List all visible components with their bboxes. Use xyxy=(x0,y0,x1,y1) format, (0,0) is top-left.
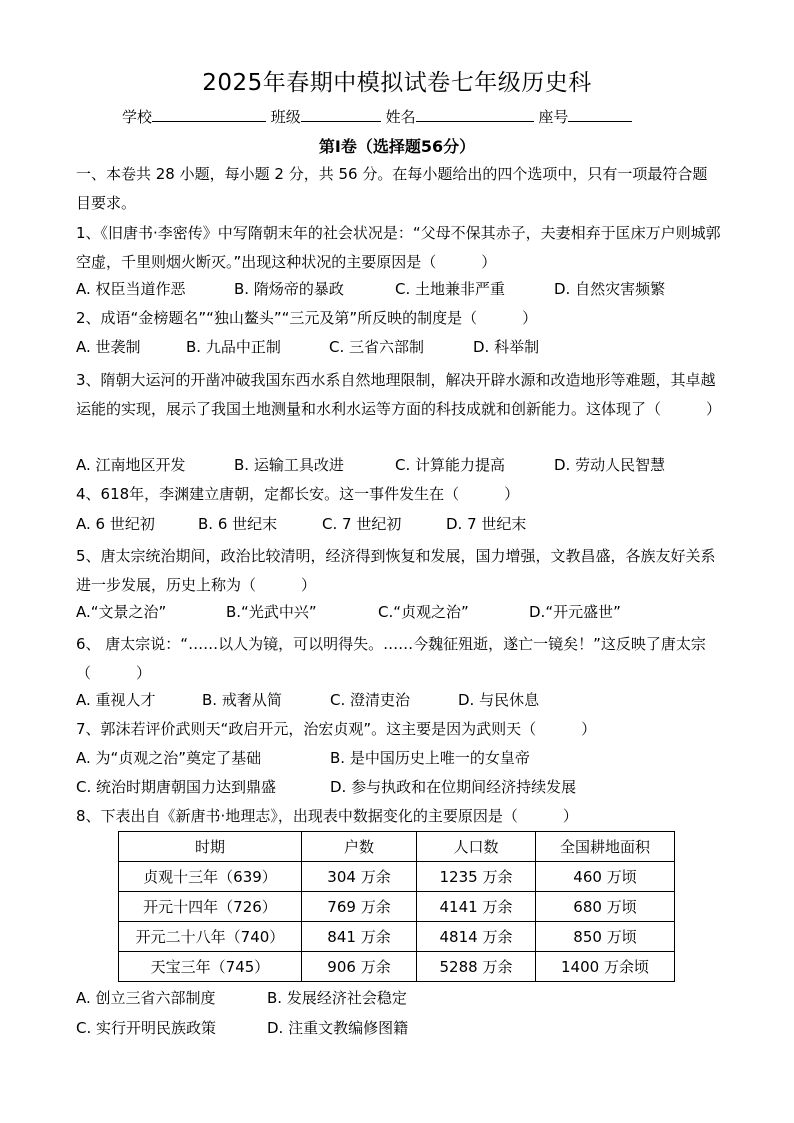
option-d[interactable]: D. 劳动人民智慧 xyxy=(554,456,666,474)
question-5-stem: 5、唐太宗统治期间，政治比较清明，经济得到恢复和发展，国力增强，文教昌盛，各族友好关系进一步发展，历史上称为（ ） xyxy=(76,547,716,594)
cell: 769 万余 xyxy=(302,892,417,922)
table-row xyxy=(119,892,675,922)
option-a[interactable]: A. 重视人才 xyxy=(76,691,156,709)
option-a[interactable]: A. 6 世纪初 xyxy=(76,515,155,533)
cell: 贞观十三年（639） xyxy=(119,862,302,892)
exam-title: 2025年春期中模拟试卷七年级历史科 xyxy=(202,70,592,96)
option-d[interactable]: D. 与民休息 xyxy=(458,691,540,709)
question-8-stem: 8、下表出自《新唐书·地理志》，出现表中数据变化的主要原因是（ ） xyxy=(76,807,578,825)
option-c[interactable]: C. 土地兼非严重 xyxy=(395,280,506,298)
option-a[interactable]: A. 权臣当道作恶 xyxy=(76,280,186,298)
option-a[interactable]: A. 创立三省六部制度 xyxy=(76,989,216,1007)
cell: 460 万顷 xyxy=(536,862,675,892)
question-3-stem: 3、隋朝大运河的开凿冲破我国东西水系自然地理限制，解决开辟水源和改造地形等难题，其卓越运能的实现，展示了我国土地测量和水利水运等方面的科技成就和创新能力。这体现了（ ） xyxy=(76,371,722,418)
section-title: 第Ⅰ卷（选择题56分） xyxy=(318,137,476,156)
table-row xyxy=(119,952,675,982)
option-d[interactable]: D. 注重文教编修图籍 xyxy=(267,1019,409,1037)
option-d[interactable]: D. 科举制 xyxy=(473,338,540,356)
class-blank[interactable] xyxy=(301,107,381,122)
cell: 1400 万余顷 xyxy=(536,952,675,982)
cell: 开元二十八年（740） xyxy=(119,922,302,952)
option-c[interactable]: C. 统治时期唐朝国力达到鼎盛 xyxy=(76,778,277,796)
option-b[interactable]: B. 6 世纪末 xyxy=(198,515,278,533)
seat-blank[interactable] xyxy=(568,107,632,122)
option-b[interactable]: B. 九品中正制 xyxy=(186,338,281,356)
cell: 850 万顷 xyxy=(536,922,675,952)
cell: 841 万余 xyxy=(302,922,417,952)
table-row xyxy=(119,922,675,952)
option-a[interactable]: A. 为“贞观之治”奠定了基础 xyxy=(76,749,262,767)
question-1-options xyxy=(76,278,665,299)
cell: 开元十四年（726） xyxy=(119,892,302,922)
cell: 906 万余 xyxy=(302,952,417,982)
col-farmland: 全国耕地面积 xyxy=(536,832,675,862)
option-c[interactable]: C. 三省六部制 xyxy=(329,338,425,356)
option-a[interactable]: A. 江南地区开发 xyxy=(76,456,186,474)
option-b[interactable]: B. 是中国历史上唯一的女皇帝 xyxy=(330,749,530,767)
question-2-options xyxy=(76,336,539,357)
col-households: 户数 xyxy=(302,832,417,862)
option-b[interactable]: B.“光武中兴” xyxy=(226,603,317,621)
school-blank[interactable] xyxy=(152,107,266,122)
population-table xyxy=(118,831,675,982)
option-a[interactable]: A.“文景之治” xyxy=(76,603,167,621)
school-label: 学校 xyxy=(122,108,153,126)
option-c[interactable]: C. 7 世纪初 xyxy=(322,515,402,533)
cell: 5288 万余 xyxy=(417,952,536,982)
question-4-options xyxy=(76,513,526,534)
option-d[interactable]: D. 7 世纪末 xyxy=(446,515,527,533)
question-7-options-row2 xyxy=(76,776,576,797)
student-info-line xyxy=(122,106,632,127)
question-8-options-row2 xyxy=(76,1017,408,1038)
instructions: 一、本卷共 28 小题，每小题 2 分，共 56 分。在每小题给出的四个选项中，只有一项最符合题目要求。 xyxy=(76,165,708,212)
cell: 1235 万余 xyxy=(417,862,536,892)
col-population: 人口数 xyxy=(417,832,536,862)
cell: 4141 万余 xyxy=(417,892,536,922)
option-d[interactable]: D. 参与执政和在位期间经济持续发展 xyxy=(330,778,577,796)
name-blank[interactable] xyxy=(416,107,534,122)
option-d[interactable]: D.“开元盛世” xyxy=(529,603,621,621)
name-label: 姓名 xyxy=(385,108,416,126)
option-b[interactable]: B. 发展经济社会稳定 xyxy=(267,989,407,1007)
question-5-options xyxy=(76,601,621,622)
question-7-options-row1 xyxy=(76,747,530,768)
table-header-row xyxy=(119,832,675,862)
option-b[interactable]: B. 隋炀帝的暴政 xyxy=(234,280,344,298)
option-c[interactable]: C.“贞观之治” xyxy=(378,603,469,621)
col-period: 时期 xyxy=(119,832,302,862)
option-c[interactable]: C. 澄清吏治 xyxy=(330,691,411,709)
question-8-options-row1 xyxy=(76,987,407,1008)
option-b[interactable]: B. 戒奢从简 xyxy=(202,691,282,709)
option-a[interactable]: A. 世袭制 xyxy=(76,338,141,356)
class-label: 班级 xyxy=(270,108,301,126)
cell: 304 万余 xyxy=(302,862,417,892)
option-b[interactable]: B. 运输工具改进 xyxy=(234,456,344,474)
cell: 4814 万余 xyxy=(417,922,536,952)
option-d[interactable]: D. 自然灾害频繁 xyxy=(554,280,666,298)
question-7-stem: 7、郭沫若评价武则天“政启开元，治宏贞观”。这主要是因为武则天（ ） xyxy=(76,720,597,738)
question-1-stem: 1、《旧唐书·李密传》中写隋朝末年的社会状况是：“父母不保其赤子，夫妻相弃于匡床万户则城郭空虚，千里则烟火断灭。”出现这种状况的主要原因是（ ） xyxy=(76,224,721,271)
question-2-stem: 2、成语“金榜题名”“独山鳌头”“三元及第”所反映的制度是（ ） xyxy=(76,309,538,327)
cell: 680 万顷 xyxy=(536,892,675,922)
question-3-options xyxy=(76,454,665,475)
question-6-stem: 6、 唐太宗说：“……以人为镜，可以明得失。……今魏征殂逝，遂亡一镜矣！”这反映了唐太宗（ ） xyxy=(76,635,706,682)
question-4-stem: 4、618年，李渊建立唐朝，定都长安。这一事件发生在（ ） xyxy=(76,485,520,503)
question-6-options xyxy=(76,689,539,710)
seat-label: 座号 xyxy=(538,108,569,126)
cell: 天宝三年（745） xyxy=(119,952,302,982)
option-c[interactable]: C. 实行开明民族政策 xyxy=(76,1019,217,1037)
table-row xyxy=(119,862,675,892)
option-c[interactable]: C. 计算能力提高 xyxy=(395,456,506,474)
